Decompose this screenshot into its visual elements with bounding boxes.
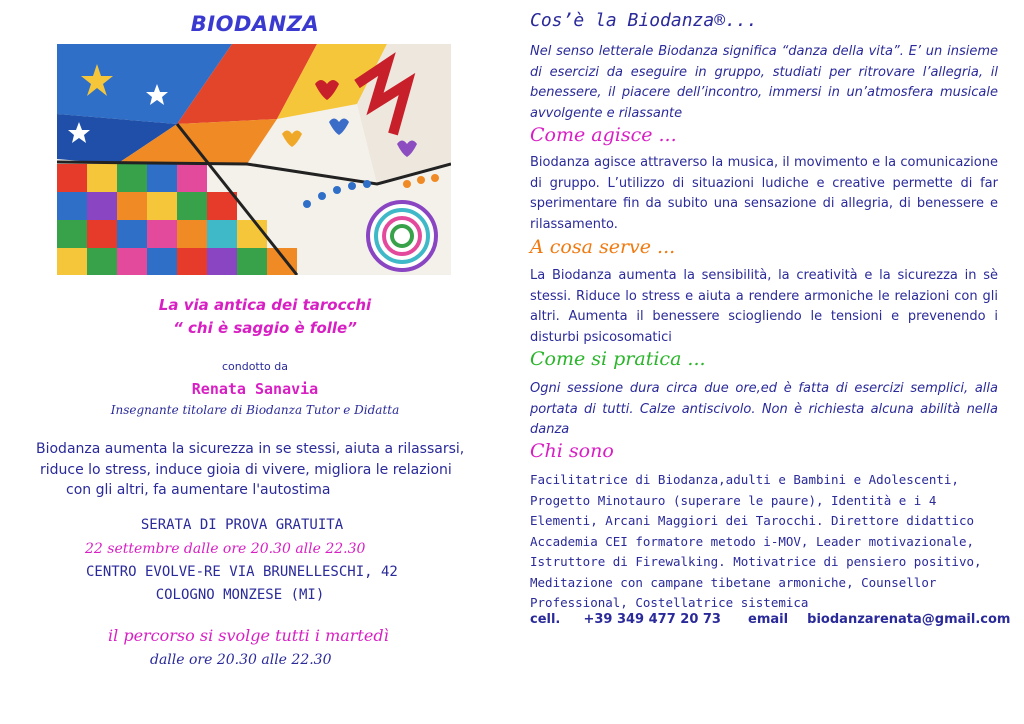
cell-label: cell. [530,612,561,627]
contact-line [530,612,1010,627]
subtitle-line-2: “ chi è saggio è folle” [173,319,357,337]
left-panel [0,0,510,724]
right-panel [530,0,1011,724]
event-date: 22 settembre dalle ore 20.30 alle 22.30 [85,541,366,557]
description-line-2: riduce lo stress, induce gioia di vivere, migliora le relazioni [40,462,452,478]
colorful-artwork-image [57,44,451,275]
description-line-1: Biodanza aumenta la sicurezza in se stessi, aiuta a rilassarsi, [36,441,465,457]
email-label: email [748,612,789,627]
phone-number[interactable]: +39 349 477 20 73 [583,612,721,627]
section-heading-how-it-works: Come agisce ... [530,124,677,146]
email-address[interactable]: biodanzarenata@gmail.com [807,612,1011,627]
section-heading-about-me: Chi sono [530,440,614,462]
event-venue: CENTRO EVOLVE-RE VIA BRUNELLESCHI, 42 [86,564,398,580]
flyer-title: BIODANZA [190,12,320,36]
section-heading-what-is: Cos’è la Biodanza®... [530,10,758,31]
led-by-label: condotto da [221,360,289,373]
section-heading-benefits: A cosa serve ... [530,236,676,258]
event-city: COLOGNO MONZESE (MI) [155,587,325,603]
description-line-3: con gli altri, fa aumentare l'autostima [66,482,331,498]
instructor-name: Renata Sanavia [191,380,319,398]
instructor-role: Insegnante titolare di Biodanza Tutor e Didatta [110,403,400,417]
event-heading: SERATA DI PROVA GRATUITA [140,517,344,533]
section-text-benefits: La Biodanza aumenta la sensibilità, la creatività e la sicurezza in sè stessi. Riduce lo stress e aiuta a rendere armoniche le relazioni con gli altri. Aumenta il benessere sciogliendo le tensioni e prevenendo i disturbi psicosomatici [530,268,998,345]
course-schedule: il percorso si svolge tutti i martedì [108,626,389,645]
subtitle-line-1: La via antica dei tarocchi [158,296,372,314]
section-text-what-is: Nel senso letterale Biodanza significa “danza della vita”. E’ un insieme di esercizi da eseguire in gruppo, studiati per ritrovare l’allegria, il benessere, il piacere dell’incontro, immersi in un’atmosfera musicale avvolgente e rilassante [530,44,998,121]
section-text-about-me: Facilitatrice di Biodanza,adulti e Bambini e Adolescenti, Progetto Minotauro (superare le paure), Identità e i 4 Elementi, Arcani Maggiori dei Tarocchi. Direttore didattico Accademia CEI formatore metodo i-MOV, Leader motivazionale, Istruttore di Firewalking. Motivatrice di pensiero positivo, Meditazione con campane tibetane armoniche, Counsellor Professional, Costellatrice sistemica [530,472,982,610]
section-text-how-it-works: Biodanza agisce attraverso la musica, il movimento e la comunicazione di gruppo. L’utilizzo di situazioni ludiche e creative permette di far sperimentare fin da subito una sensazione di allegria, di benessere e rilassamento. [530,155,998,232]
section-heading-practice: Come si pratica ... [530,348,706,370]
section-text-practice: Ogni sessione dura circa due ore,ed è fatta di esercizi semplici, alla portata di tutti. Calze antiscivolo. Non è richiesta alcuna abilità nella danza [530,381,998,437]
course-time: dalle ore 20.30 alle 22.30 [150,652,332,668]
